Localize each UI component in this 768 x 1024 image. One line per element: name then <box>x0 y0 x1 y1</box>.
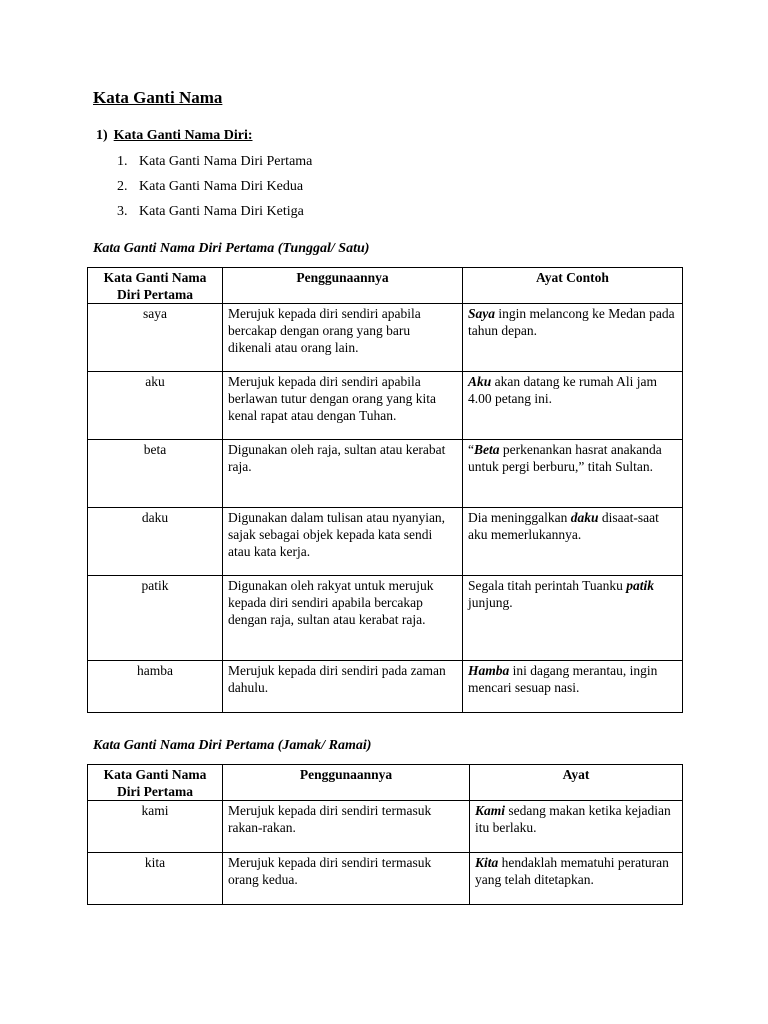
keyword: Kita <box>475 855 499 870</box>
usage-cell: Digunakan dalam tulisan atau nyanyian, sajak sebagai objek kepada kata sendi atau kata kerja. <box>223 508 463 576</box>
usage-cell: Digunakan oleh raja, sultan atau kerabat raja. <box>223 440 463 508</box>
table-row <box>88 801 683 853</box>
list-item <box>117 204 304 220</box>
usage-cell: Merujuk kepada diri sendiri pada zaman dahulu. <box>223 661 463 713</box>
pronoun-cell: saya <box>88 304 223 372</box>
keyword: Hamba <box>468 663 510 678</box>
table-row <box>88 576 683 661</box>
pronoun-cell: daku <box>88 508 223 576</box>
example-cell: Kita hendaklah mematuhi peraturan yang telah ditetapkan. <box>470 853 683 905</box>
list-item-number: 3. <box>117 204 128 219</box>
keyword: Kami <box>475 803 506 818</box>
usage-cell: Merujuk kepada diri sendiri apabila berlawan tutur dengan orang yang kita kenal rapat atau dengan Tuhan. <box>223 372 463 440</box>
page-title: Kata Ganti Nama <box>93 88 223 107</box>
pronoun-cell: kami <box>88 801 223 853</box>
pronoun-cell: beta <box>88 440 223 508</box>
header-cell: Penggunaannya <box>223 268 463 304</box>
table1 <box>87 267 683 713</box>
table-header-row <box>88 268 683 304</box>
pronoun-cell: patik <box>88 576 223 661</box>
pronoun-cell: aku <box>88 372 223 440</box>
table1-caption: Kata Ganti Nama Diri Pertama (Tunggal/ Satu) <box>93 241 370 256</box>
table-row <box>88 508 683 576</box>
pronoun-cell: kita <box>88 853 223 905</box>
list-item-text: Kata Ganti Nama Diri Pertama <box>139 154 313 169</box>
list-item-number: 2. <box>117 179 128 194</box>
section-label: Kata Ganti Nama Diri: <box>113 128 253 143</box>
header-cell: Ayat <box>470 765 683 801</box>
example-cell: Hamba ini dagang merantau, ingin mencari sesuap nasi. <box>463 661 683 713</box>
list-item <box>117 179 303 195</box>
example-cell: Kami sedang makan ketika kejadian itu berlaku. <box>470 801 683 853</box>
header-cell: Kata Ganti Nama Diri Pertama <box>88 268 223 304</box>
section-number: 1) <box>96 128 108 143</box>
table2 <box>87 764 683 905</box>
list-item-number: 1. <box>117 154 128 169</box>
table-row <box>88 440 683 508</box>
table-header-row <box>88 765 683 801</box>
example-cell: Aku akan datang ke rumah Ali jam 4.00 petang ini. <box>463 372 683 440</box>
usage-cell: Merujuk kepada diri sendiri termasuk rakan-rakan. <box>223 801 470 853</box>
usage-cell: Merujuk kepada diri sendiri apabila bercakap dengan orang yang baru dikenali atau orang lain. <box>223 304 463 372</box>
usage-cell: Merujuk kepada diri sendiri termasuk orang kedua. <box>223 853 470 905</box>
example-cell: “Beta perkenankan hasrat anakanda untuk pergi berburu,” titah Sultan. <box>463 440 683 508</box>
usage-cell: Digunakan oleh rakyat untuk merujuk kepada diri sendiri apabila bercakap dengan raja, sultan atau kerabat raja. <box>223 576 463 661</box>
keyword: Beta <box>474 442 500 457</box>
keyword: Aku <box>468 374 492 389</box>
list-item-text: Kata Ganti Nama Diri Ketiga <box>139 204 304 219</box>
keyword: Saya <box>468 306 495 321</box>
pronoun-cell: hamba <box>88 661 223 713</box>
table-row <box>88 661 683 713</box>
example-cell: Dia meninggalkan daku disaat-saat aku memerlukannya. <box>463 508 683 576</box>
list-item <box>117 154 312 170</box>
keyword: patik <box>626 578 654 593</box>
table-row <box>88 304 683 372</box>
example-cell: Saya ingin melancong ke Medan pada tahun depan. <box>463 304 683 372</box>
header-cell: Kata Ganti Nama Diri Pertama <box>88 765 223 801</box>
header-cell: Penggunaannya <box>223 765 470 801</box>
keyword: daku <box>570 510 599 525</box>
list-item-text: Kata Ganti Nama Diri Kedua <box>139 179 304 194</box>
section-heading <box>96 128 253 144</box>
table-row <box>88 853 683 905</box>
header-cell: Ayat Contoh <box>463 268 683 304</box>
table2-caption: Kata Ganti Nama Diri Pertama (Jamak/ Ramai) <box>93 738 372 753</box>
example-cell: Segala titah perintah Tuanku patik junjung. <box>463 576 683 661</box>
table-row <box>88 372 683 440</box>
